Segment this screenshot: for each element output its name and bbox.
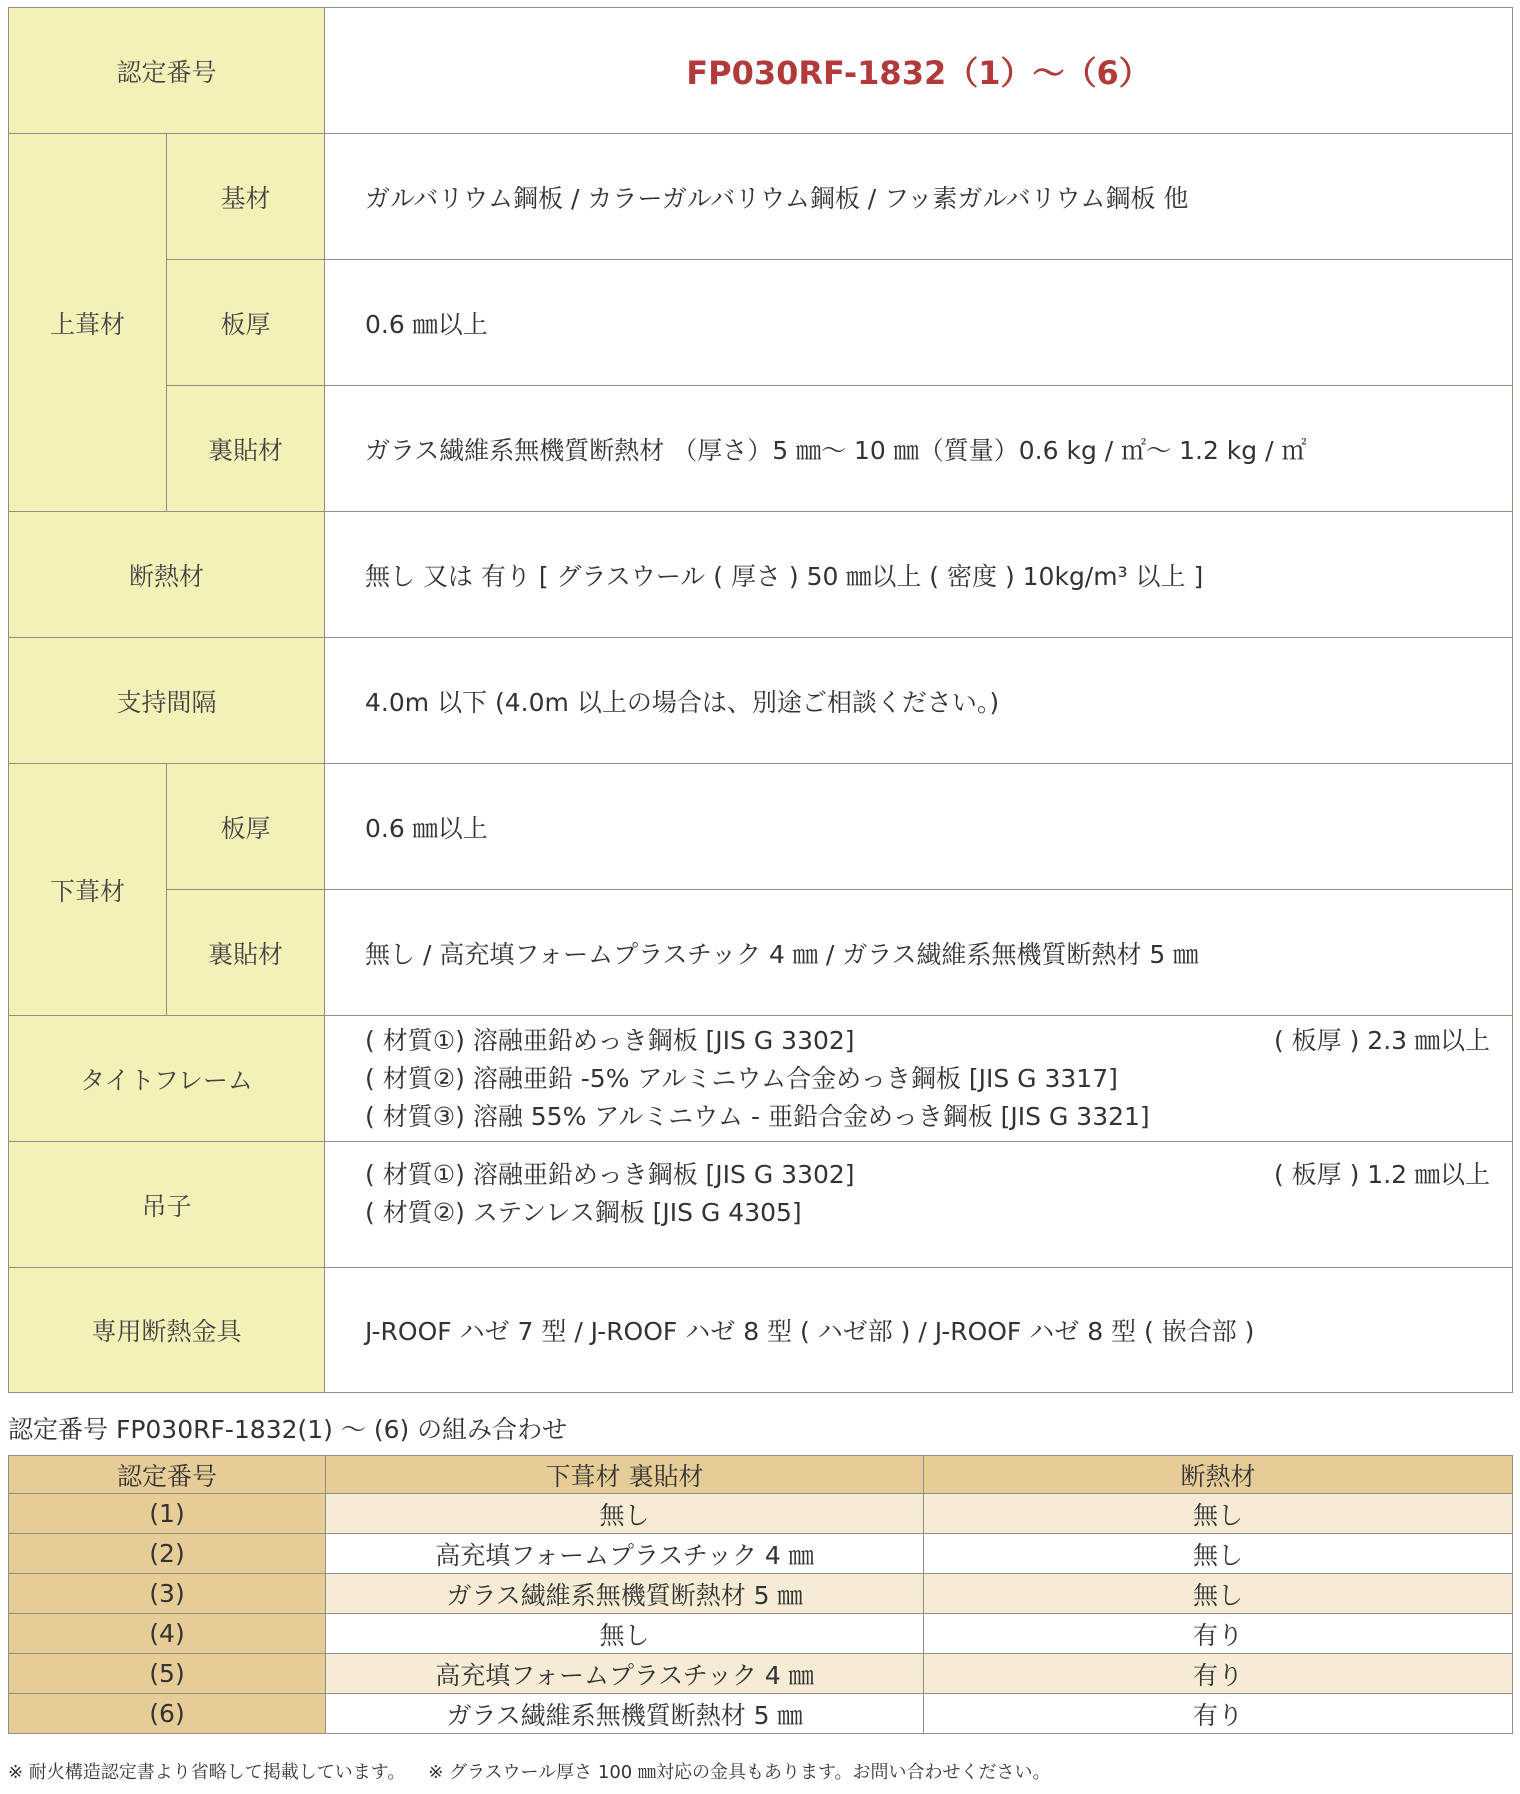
lower-roof-label: 下葺材 (9, 764, 167, 1016)
combo-cell-backing: 無し (326, 1614, 924, 1654)
combo-cell-cert: (6) (9, 1694, 326, 1734)
footnote: ※ グラスウール厚さ 100 ㎜対応の金具もあります。お問い合わせください。 (428, 1762, 1051, 1783)
hanger-value (325, 1142, 1513, 1268)
tight-frame-line: ( 材質①) 溶融亜鉛めっき鋼板 [JIS G 3302] (365, 1025, 855, 1055)
table-row (9, 1494, 1513, 1534)
combo-cell-insulation: 無し (924, 1494, 1513, 1534)
combo-cell-insulation: 無し (924, 1534, 1513, 1574)
cert-number-value: FP030RF-1832（1）～（6） (325, 8, 1513, 134)
combo-cell-backing: 高充填フォームプラスチック 4 ㎜ (326, 1534, 924, 1574)
upper-thickness-label: 板厚 (167, 260, 325, 386)
hanger-thickness: ( 板厚 ) 1.2 ㎜以上 (1273, 1160, 1491, 1189)
table-row (9, 1654, 1513, 1694)
hanger-line: ( 材質②) ステンレス鋼板 [JIS G 4305] (365, 1198, 802, 1227)
table-row (9, 1614, 1513, 1654)
tight-frame-value (325, 1016, 1513, 1142)
combo-cell-cert: (3) (9, 1574, 326, 1614)
lower-thickness-value: 0.6 ㎜以上 (325, 764, 1513, 890)
lower-backing-label: 裏貼材 (167, 890, 325, 1016)
upper-base-label: 基材 (167, 134, 325, 260)
combo-title: 認定番号 FP030RF-1832(1) ～ (6) の組み合わせ (8, 1415, 568, 1444)
table-row (9, 1574, 1513, 1614)
combo-cell-backing: 無し (326, 1494, 924, 1534)
combo-header-backing: 下葺材 裏貼材 (326, 1456, 924, 1494)
footnotes (8, 1758, 1051, 1784)
combo-cell-cert: (4) (9, 1614, 326, 1654)
combo-header-cert: 認定番号 (9, 1456, 326, 1494)
support-interval-label: 支持間隔 (9, 638, 325, 764)
combo-cell-cert: (2) (9, 1534, 326, 1574)
tight-frame-line: ( 材質②) 溶融亜鉛 -5% アルミニウム合金めっき鋼板 [JIS G 3317] (365, 1063, 1118, 1093)
upper-backing-label: 裏貼材 (167, 386, 325, 512)
insulation-value: 無し 又は 有り [ グラスウール ( 厚さ ) 50 ㎜以上 ( 密度 ) 10kg/m³ 以上 ] (325, 512, 1513, 638)
upper-backing-value: ガラス繊維系無機質断熱材 （厚さ）5 ㎜～ 10 ㎜（質量）0.6 kg / ㎡～ 1.2 kg / ㎡ (325, 386, 1513, 512)
combo-cell-backing: 高充填フォームプラスチック 4 ㎜ (326, 1654, 924, 1694)
cert-number-label: 認定番号 (9, 8, 325, 134)
support-interval-value: 4.0m 以下 (4.0m 以上の場合は、別途ご相談ください。) (325, 638, 1513, 764)
fitting-label: 専用断熱金具 (9, 1268, 325, 1393)
combo-cell-insulation: 有り (924, 1614, 1513, 1654)
upper-roof-label: 上葺材 (9, 134, 167, 512)
tight-frame-line: ( 材質③) 溶融 55% アルミニウム - 亜鉛合金めっき鋼板 [JIS G 3321] (365, 1101, 1150, 1131)
combo-cell-backing: ガラス繊維系無機質断熱材 5 ㎜ (326, 1694, 924, 1734)
lower-backing-value: 無し / 高充填フォームプラスチック 4 ㎜ / ガラス繊維系無機質断熱材 5 ㎜ (325, 890, 1513, 1016)
tight-frame-label: タイトフレーム (9, 1016, 325, 1142)
upper-base-value: ガルバリウム鋼板 / カラーガルバリウム鋼板 / フッ素ガルバリウム鋼板 他 (325, 134, 1513, 260)
combo-header-insulation: 断熱材 (924, 1456, 1513, 1494)
hanger-label: 吊子 (9, 1142, 325, 1268)
combo-cell-backing: ガラス繊維系無機質断熱材 5 ㎜ (326, 1574, 924, 1614)
combo-cell-insulation: 有り (924, 1654, 1513, 1694)
table-row (9, 1694, 1513, 1734)
footnote: ※ 耐火構造認定書より省略して掲載しています。 (8, 1762, 406, 1783)
insulation-label: 断熱材 (9, 512, 325, 638)
combo-cell-insulation: 有り (924, 1694, 1513, 1734)
combo-cell-insulation: 無し (924, 1574, 1513, 1614)
upper-thickness-value: 0.6 ㎜以上 (325, 260, 1513, 386)
combo-table (8, 1455, 1513, 1734)
fitting-value: J-ROOF ハゼ 7 型 / J-ROOF ハゼ 8 型 ( ハゼ部 ) / J-ROOF ハゼ 8 型 ( 嵌合部 ) (325, 1268, 1513, 1393)
combo-cell-cert: (5) (9, 1654, 326, 1694)
hanger-line: ( 材質①) 溶融亜鉛めっき鋼板 [JIS G 3302] (365, 1160, 855, 1189)
lower-thickness-label: 板厚 (167, 764, 325, 890)
table-row (9, 1534, 1513, 1574)
tight-frame-thickness: ( 板厚 ) 2.3 ㎜以上 (1273, 1025, 1491, 1055)
spec-table (8, 7, 1513, 1393)
combo-cell-cert: (1) (9, 1494, 326, 1534)
